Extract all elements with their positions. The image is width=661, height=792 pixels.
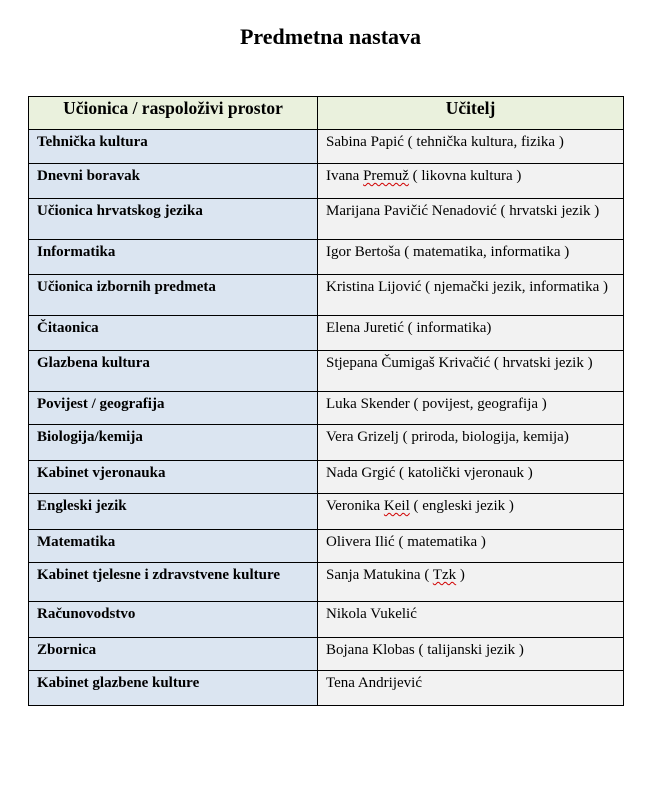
- teacher-cell: Stjepana Čumigaš Krivačić ( hrvatski jezik ): [318, 351, 624, 392]
- teacher-cell: Bojana Klobas ( talijanski jezik ): [318, 638, 624, 671]
- room-cell: Povijest / geografija: [29, 392, 318, 425]
- room-cell: Biologija/kemija: [29, 425, 318, 461]
- table-row: [29, 671, 624, 706]
- room-cell: Glazbena kultura: [29, 351, 318, 392]
- table-row: [29, 351, 624, 392]
- spellcheck-flagged-word: Tzk: [432, 567, 457, 583]
- table-row: [29, 275, 624, 316]
- table-row: [29, 130, 624, 164]
- table-row: [29, 494, 624, 530]
- table-body: [29, 130, 624, 706]
- spellcheck-flagged-word: Keil: [383, 498, 410, 514]
- room-cell: Kabinet tjelesne i zdravstvene kulture: [29, 563, 318, 602]
- room-cell: Engleski jezik: [29, 494, 318, 530]
- room-cell: Tehnička kultura: [29, 130, 318, 164]
- table-row: [29, 425, 624, 461]
- table-row: [29, 530, 624, 563]
- room-cell: Učionica izbornih predmeta: [29, 275, 318, 316]
- table-row: [29, 602, 624, 638]
- teacher-cell: Tena Andrijević: [318, 671, 624, 706]
- room-cell: Učionica hrvatskog jezika: [29, 199, 318, 240]
- page-title: Predmetna nastava: [239, 24, 422, 49]
- teacher-cell: Nada Grgić ( katolički vjeronauk ): [318, 461, 624, 494]
- table-row: [29, 199, 624, 240]
- teacher-cell: Kristina Lijović ( njemački jezik, informatika ): [318, 275, 624, 316]
- room-cell: Informatika: [29, 240, 318, 275]
- teacher-cell: Vera Grizelj ( priroda, biologija, kemija): [318, 425, 624, 461]
- room-cell: Zbornica: [29, 638, 318, 671]
- room-cell: Kabinet vjeronauka: [29, 461, 318, 494]
- teacher-cell: Sanja Matukina ( Tzk ): [318, 563, 624, 602]
- header-teacher: Učitelj: [318, 97, 624, 130]
- teacher-cell: Luka Skender ( povijest, geografija ): [318, 392, 624, 425]
- teacher-cell: Olivera Ilić ( matematika ): [318, 530, 624, 563]
- schedule-table: [28, 96, 624, 706]
- teacher-cell: Veronika Keil ( engleski jezik ): [318, 494, 624, 530]
- room-cell: Čitaonica: [29, 316, 318, 351]
- spellcheck-flagged-word: Premuž: [363, 168, 409, 184]
- room-cell: Računovodstvo: [29, 602, 318, 638]
- header-room: Učionica / raspoloživi prostor: [29, 97, 318, 130]
- table-row: [29, 164, 624, 199]
- room-cell: Dnevni boravak: [29, 164, 318, 199]
- table-row: [29, 638, 624, 671]
- teacher-cell: Sabina Papić ( tehnička kultura, fizika ): [318, 130, 624, 164]
- table-row: [29, 392, 624, 425]
- teacher-cell: Ivana Premuž ( likovna kultura ): [318, 164, 624, 199]
- teacher-cell: Nikola Vukelić: [318, 602, 624, 638]
- table-row: [29, 240, 624, 275]
- table-row: [29, 461, 624, 494]
- room-cell: Kabinet glazbene kulture: [29, 671, 318, 706]
- table-row: [29, 563, 624, 602]
- teacher-cell: Marijana Pavičić Nenadović ( hrvatski jezik ): [318, 199, 624, 240]
- room-cell: Matematika: [29, 530, 318, 563]
- teacher-cell: Elena Juretić ( informatika): [318, 316, 624, 351]
- table-header-row: [29, 97, 624, 130]
- table-row: [29, 316, 624, 351]
- teacher-cell: Igor Bertoša ( matematika, informatika ): [318, 240, 624, 275]
